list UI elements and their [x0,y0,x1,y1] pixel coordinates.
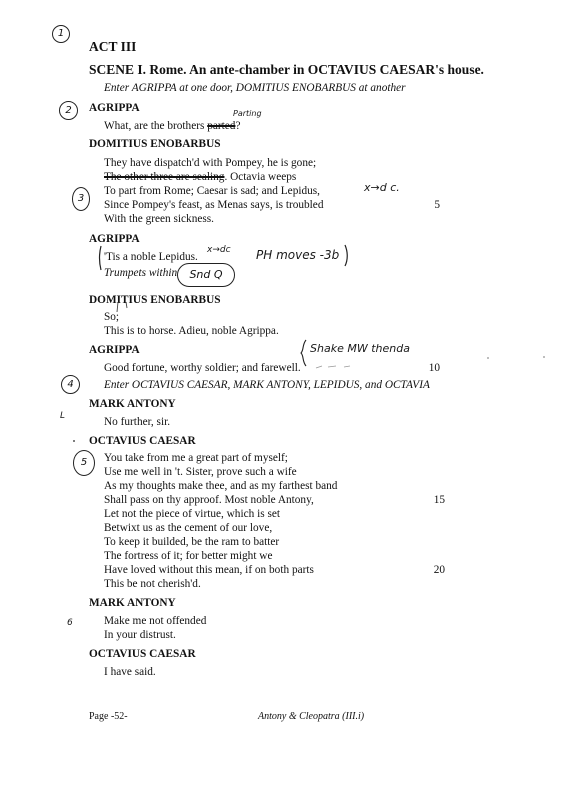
speaker-agrippa: AGRIPPA [89,102,140,114]
dialogue-text: What, are the brothers [104,120,205,132]
dialogue-line: No further, sir. [104,416,171,428]
line-number: 5 [434,199,440,211]
speaker-agrippa: AGRIPPA [89,233,140,245]
dot [73,440,75,442]
line-number: 20 [433,564,445,576]
dialogue-line: Shall pass on thy approof. Most noble Antony, [104,494,314,506]
act-heading: ACT III [89,39,137,54]
dialogue-line: Make me not offended [104,615,207,627]
speaker-enobarbus: DOMITIUS ENOBARBUS [89,138,221,150]
annotation-xdc-2: x→dc [207,245,231,255]
bracket-right-ph [345,245,347,266]
dialogue-text: . Octavia weeps [224,171,297,183]
cue-number-2: 2 [65,105,72,116]
page-number: Page -52- [89,711,128,722]
dialogue-line: You take from me a great part of myself; [104,452,288,464]
annotation-ph-moves: PH moves -3b [256,248,340,262]
struck-text: parted [207,120,236,132]
dialogue-line: I have said. [104,666,156,678]
scene-heading: SCENE I. Rome. An ante-chamber in OCTAVIUS CAESAR's house. [89,62,484,77]
stage-direction-trumpets: Trumpets within [104,267,178,279]
cue-number-1: 1 [57,28,65,39]
dot [543,356,545,358]
margin-mark-l: L [60,411,66,421]
speaker-antony: MARK ANTONY [89,597,176,609]
margin-mark-6: 6 [67,618,73,628]
dialogue-line: In your distrust. [104,629,176,641]
speaker-caesar: OCTAVIUS CAESAR [89,435,196,447]
tick-enobarbus [117,302,127,312]
dialogue-line: So; [104,311,120,323]
dialogue-line: Let not the piece of virtue, which is set [104,508,280,520]
dialogue-text: ? [235,120,241,132]
dialogue-line: The fortress of it; for better might we [104,550,273,562]
dialogue-line: To part from Rome; Caesar is sad; and Lepidus, [104,185,320,197]
dialogue-line: 'Tis a noble Lepidus. [104,251,198,263]
annotation-shake: Shake MW thenda [310,342,410,355]
speaker-caesar: OCTAVIUS CAESAR [89,648,196,660]
dot [487,357,489,359]
speaker-antony: MARK ANTONY [89,398,176,410]
dialogue-line: Use me well in 't. Sister, prove such a wife [104,466,297,478]
sound-cue-label: Snd Q [189,268,223,281]
annotation-xdc: x→d c. [364,181,400,194]
bracket-left-lepidus [100,246,102,270]
line-number: 10 [428,362,440,374]
dialogue-line: Have loved without this mean, if on both parts [104,564,314,576]
annotation-parting: Parting [233,109,262,118]
dialogue-line: Good fortune, worthy soldier; and farewell. [104,362,301,374]
cue-number-5: 5 [80,457,88,468]
dialogue-line: This be not cherish'd. [104,578,201,590]
dialogue-line: They have dispatch'd with Pompey, he is gone; [104,157,317,169]
play-title: Antony & Cleopatra (III.i) [258,711,365,722]
speaker-enobarbus: DOMITIUS ENOBARBUS [89,294,221,306]
dialogue-line: This is to horse. Adieu, noble Agrippa. [104,325,279,337]
stage-direction-entrance: Enter OCTAVIUS CAESAR, MARK ANTONY, LEPIDUS, and OCTAVIA [104,379,430,391]
bracket-shake [301,340,306,366]
stray-marks [316,366,350,368]
stage-direction-enter: Enter AGRIPPA at one door, DOMITIUS ENOBARBUS at another [104,82,406,94]
dialogue-line: As my thoughts make thee, and as my farthest band [104,480,338,492]
dialogue-line: To keep it builded, be the ram to batter [104,536,280,548]
cue-number-4: 4 [67,379,74,390]
dialogue-line: Betwixt us as the cement of our love, [104,522,273,534]
dialogue-line: With the green sickness. [104,213,214,225]
line-number: 15 [433,494,445,506]
speaker-agrippa: AGRIPPA [89,344,140,356]
dialogue-line: Since Pompey's feast, as Menas says, is troubled [104,199,324,211]
cue-number-3: 3 [77,193,85,204]
struck-text: The other three are sealing [104,171,225,183]
